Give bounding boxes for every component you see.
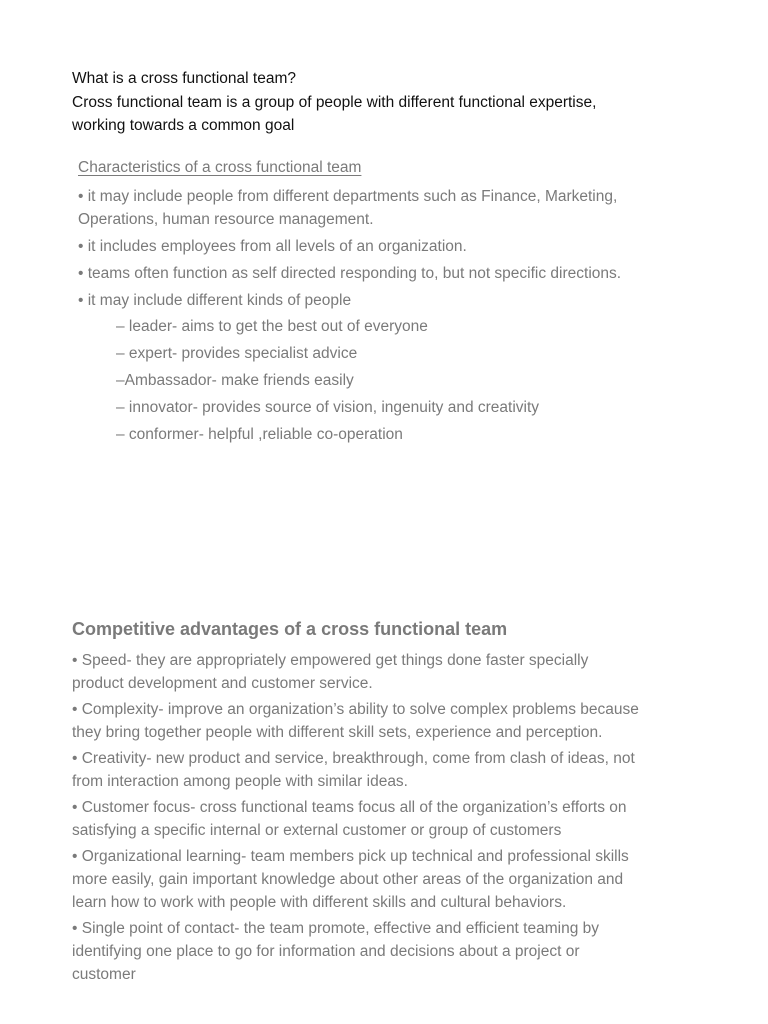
characteristic-item: [78, 185, 738, 231]
characteristic-line: • it may include different kinds of people: [78, 292, 352, 309]
characteristic-line: • it may include people from different departments such as Finance, Marketing,: [78, 188, 618, 205]
advantage-line: • Single point of contact- the team promote, effective and efficient teaming by: [72, 920, 599, 937]
characteristic-item: [78, 235, 738, 258]
people-kind-item: – conformer- helpful ,reliable co-operation: [116, 426, 403, 443]
characteristic-line: • it includes employees from all levels of an organization.: [78, 238, 467, 255]
people-kind-item: – expert- provides specialist advice: [116, 345, 358, 362]
intro-question: What is a cross functional team?: [72, 70, 296, 87]
characteristic-line: Operations, human resource management.: [78, 211, 374, 228]
intro-definition-line-1: Cross functional team is a group of people with different functional expertise,: [72, 93, 597, 111]
advantage-item: [72, 649, 752, 695]
advantage-item: [72, 845, 752, 914]
advantage-line: • Creativity- new product and service, breakthrough, come from clash of ideas, not: [72, 750, 635, 767]
characteristics-list: [78, 185, 738, 316]
advantage-line: customer: [72, 966, 136, 983]
advantage-line: • Organizational learning- team members pick up technical and professional skills: [72, 848, 629, 865]
advantages-heading: Competitive advantages of a cross functional team: [72, 619, 508, 639]
advantages-list: [72, 649, 752, 989]
advantage-item: [72, 796, 752, 842]
intro-definition-line-2: working towards a common goal: [72, 117, 295, 134]
people-kinds-list: [116, 316, 539, 451]
advantage-line: identifying one place to go for information and decisions about a project or: [72, 943, 580, 960]
advantage-line: they bring together people with different skill sets, experience and perception.: [72, 724, 603, 741]
advantage-item: [72, 747, 752, 793]
advantage-line: learn how to work with people with different skills and cultural behaviors.: [72, 894, 567, 911]
advantage-line: more easily, gain important knowledge about other areas of the organization and: [72, 871, 624, 888]
advantage-line: • Speed- they are appropriately empowered get things done faster specially: [72, 652, 589, 669]
advantage-line: from interaction among people with similar ideas.: [72, 773, 408, 790]
intro-block: [72, 67, 752, 138]
advantage-line: • Complexity- improve an organization’s ability to solve complex problems because: [72, 701, 639, 718]
characteristic-item: [78, 289, 738, 312]
advantage-line: product development and customer service.: [72, 675, 373, 692]
people-kind-item: – leader- aims to get the best out of everyone: [116, 318, 428, 335]
advantage-item: [72, 698, 752, 744]
advantage-item: [72, 917, 752, 986]
characteristic-item: [78, 262, 738, 285]
advantage-line: satisfying a specific internal or external customer or group of customers: [72, 822, 562, 839]
people-kind-item: – innovator- provides source of vision, ingenuity and creativity: [116, 399, 540, 416]
people-kind-item: –Ambassador- make friends easily: [116, 372, 354, 389]
characteristics-heading: Characteristics of a cross functional team: [78, 159, 362, 176]
advantage-line: • Customer focus- cross functional teams focus all of the organization’s efforts on: [72, 799, 627, 816]
characteristic-line: • teams often function as self directed responding to, but not specific directions.: [78, 265, 622, 282]
